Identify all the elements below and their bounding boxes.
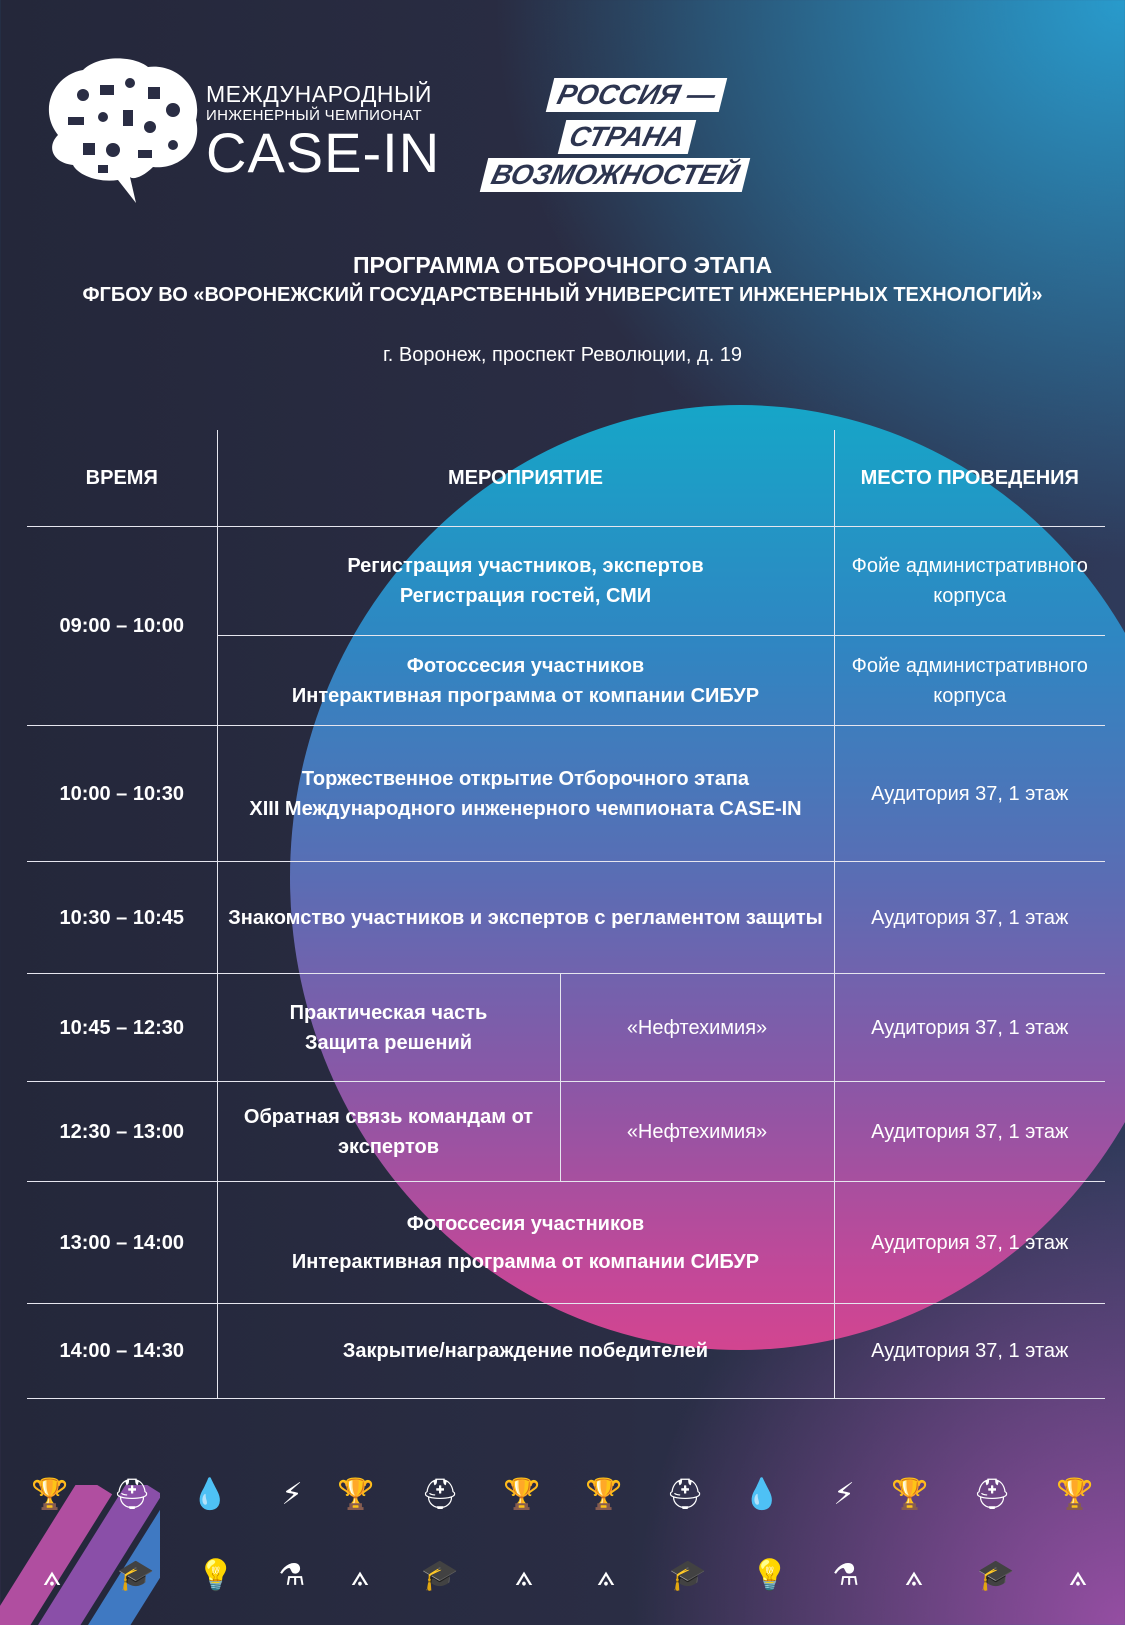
- trophy-icon: 🏆: [31, 1478, 69, 1511]
- place-cell: Аудитория 37, 1 этаж: [834, 726, 1105, 862]
- event-line: Интерактивная программа от компании СИБУР: [291, 684, 760, 707]
- event-line: Практическая часть: [289, 1001, 488, 1024]
- table-row: [27, 1082, 1105, 1182]
- time-cell: 10:00 – 10:30: [27, 726, 217, 862]
- event-cell: [217, 527, 834, 636]
- place-cell: Аудитория 37, 1 этаж: [834, 1082, 1105, 1182]
- russia-line-3: ВОЗМОЖНОСТЕЙ: [480, 158, 751, 192]
- trophy-icon: 🏆: [585, 1478, 623, 1511]
- track-cell: «Нефтехимия»: [560, 974, 834, 1082]
- graduation-cap-icon: 🎓: [977, 1559, 1015, 1592]
- helmet-icon: ⛑: [112, 1478, 152, 1511]
- event-cell: [217, 636, 834, 726]
- table-row: [27, 974, 1105, 1082]
- event-line: Торжественное открытие Отборочного этапа: [301, 767, 750, 790]
- place-cell: Аудитория 37, 1 этаж: [834, 974, 1105, 1082]
- compass-icon: ⟑: [350, 1559, 370, 1592]
- place-cell: Фойе административного корпуса: [834, 636, 1105, 726]
- event-line: Регистрация участников, экспертов: [347, 555, 704, 577]
- subtitle-line: ФГБОУ ВО «ВОРОНЕЖСКИЙ ГОСУДАРСТВЕННЫЙ УНИВЕРСИТЕТ ИНЖЕНЕРНЫХ ТЕХНОЛОГИЙ»: [82, 284, 1043, 306]
- event-cell: Закрытие/награждение победителей: [217, 1304, 834, 1399]
- place-cell: Аудитория 37, 1 этаж: [834, 1182, 1105, 1304]
- table-row: [27, 862, 1105, 974]
- time-cell: 14:00 – 14:30: [27, 1304, 217, 1399]
- event-line: Защита решений: [304, 1031, 473, 1054]
- flask-icon: ⚗: [832, 1559, 860, 1592]
- russia-line-2: СТРАНА: [558, 120, 696, 154]
- event-cell: [217, 974, 560, 1082]
- logo-line-1: МЕЖДУНАРОДНЫЙ: [206, 81, 432, 107]
- time-cell: 10:45 – 12:30: [27, 974, 217, 1082]
- trophy-icon: 🏆: [1056, 1478, 1094, 1511]
- place-cell: Фойе административного корпуса: [834, 527, 1105, 636]
- table-header-row: [27, 430, 1105, 527]
- compass-icon: ⟑: [514, 1559, 534, 1592]
- lightbulb-icon: 💡: [751, 1559, 789, 1592]
- address: г. Воронеж, проспект Революции, д. 19: [382, 344, 743, 366]
- trophy-icon: 🏆: [503, 1478, 541, 1511]
- icon-row-bottom: [0, 1556, 1125, 1596]
- time-cell: 13:00 – 14:00: [27, 1182, 217, 1304]
- table-row: [27, 527, 1105, 636]
- schedule-table: [27, 430, 1105, 1399]
- time-cell: 09:00 – 10:00: [27, 527, 217, 726]
- compass-icon: ⟑: [42, 1559, 62, 1592]
- event-line: Интерактивная программа от компании СИБУР: [291, 1250, 760, 1273]
- time-cell: 12:30 – 13:00: [27, 1082, 217, 1182]
- drop-icon: 💧: [191, 1478, 229, 1511]
- table-row: [27, 726, 1105, 862]
- header-place: МЕСТО ПРОВЕДЕНИЯ: [834, 430, 1105, 527]
- brain-logo-icon: [38, 55, 203, 210]
- table-row: [27, 1304, 1105, 1399]
- event-cell: Знакомство участников и экспертов с регламентом защиты: [217, 862, 834, 974]
- trophy-icon: 🏆: [891, 1478, 929, 1511]
- icon-row-top: [0, 1475, 1125, 1515]
- tower-icon: ⚡: [281, 1478, 303, 1511]
- compass-icon: ⟑: [1068, 1559, 1088, 1592]
- graduation-cap-icon: 🎓: [669, 1559, 707, 1592]
- event-line: Фотоссесия участников: [406, 654, 645, 677]
- logo-line-3: CASE-IN: [206, 121, 441, 184]
- header-time: ВРЕМЯ: [27, 430, 217, 527]
- helmet-icon: ⛑: [972, 1478, 1012, 1511]
- tower-icon: ⚡: [833, 1478, 855, 1511]
- place-cell: Аудитория 37, 1 этаж: [834, 862, 1105, 974]
- event-line: XIII Международного инженерного чемпионата CASE-IN: [249, 797, 802, 820]
- logo-line-2: ИНЖЕНЕРНЫЙ ЧЕМПИОНАТ: [206, 107, 422, 124]
- graduation-cap-icon: 🎓: [117, 1559, 155, 1592]
- compass-icon: ⟑: [596, 1559, 616, 1592]
- flask-icon: ⚗: [278, 1559, 306, 1592]
- title-line: ПРОГРАММА ОТБОРОЧНОГО ЭТАПА: [352, 252, 773, 278]
- helmet-icon: ⛑: [665, 1478, 705, 1511]
- event-line: Регистрация гостей, СМИ: [399, 585, 652, 607]
- track-cell: «Нефтехимия»: [560, 1082, 834, 1182]
- graduation-cap-icon: 🎓: [421, 1559, 459, 1592]
- compass-icon: ⟑: [904, 1559, 924, 1592]
- header-event: МЕРОПРИЯТИЕ: [217, 430, 834, 527]
- event-line: Фотоссесия участников: [406, 1212, 645, 1235]
- event-cell: [217, 726, 834, 862]
- time-cell: 10:30 – 10:45: [27, 862, 217, 974]
- russia-line-1: РОССИЯ —: [546, 78, 728, 112]
- place-cell: Аудитория 37, 1 этаж: [834, 1304, 1105, 1399]
- helmet-icon: ⛑: [420, 1478, 460, 1511]
- lightbulb-icon: 💡: [197, 1559, 235, 1592]
- table-row: [27, 1182, 1105, 1304]
- event-cell: [217, 1182, 834, 1304]
- event-cell: Обратная связь командам от экспертов: [217, 1082, 560, 1182]
- drop-icon: 💧: [743, 1478, 781, 1511]
- page-title: [0, 250, 1125, 310]
- trophy-icon: 🏆: [337, 1478, 375, 1511]
